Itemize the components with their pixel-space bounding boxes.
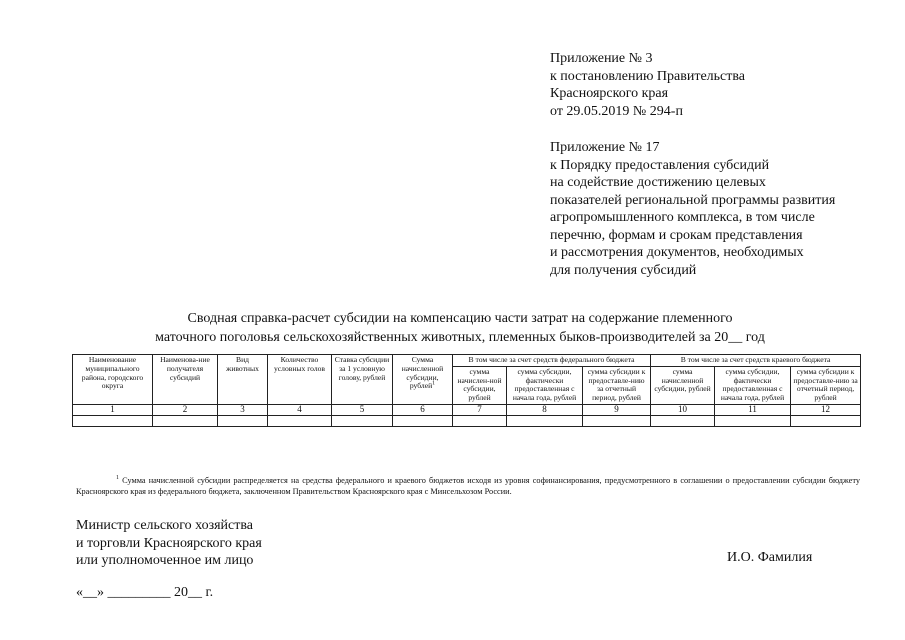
header-rate: Ставка субсидии за 1 условную голову, рублей	[332, 355, 393, 405]
appendix-17-line: агропромышленного комплекса, в том числе	[550, 210, 815, 225]
title-line: Сводная справка-расчет субсидии на компенсацию части затрат на содержание племенного	[187, 311, 733, 326]
appendix-17-header	[550, 139, 835, 279]
header-recipient: Наименова-ние получателя субсидий	[153, 355, 218, 405]
column-number: 5	[332, 404, 393, 415]
header-reg-due: сумма субсидии к предоставле-нию за отчетный период, рублей	[791, 366, 861, 404]
appendix-17-line: и рассмотрения документов, необходимых	[550, 245, 804, 260]
header-animal-type: Вид животных	[218, 355, 268, 405]
header-fed-accrued: сумма начислен-ной субсидии, рублей	[453, 366, 507, 404]
table-cell[interactable]	[453, 415, 507, 426]
table-cell[interactable]	[218, 415, 268, 426]
table-cell[interactable]	[583, 415, 651, 426]
footnote-mark: 1	[116, 475, 119, 482]
appendix-3-line: от 29.05.2019 № 294-п	[550, 103, 683, 119]
header-fed-due: сумма субсидии к предоставле-нию за отчетный период, рублей	[583, 366, 651, 404]
column-number: 9	[583, 404, 651, 415]
table-cell[interactable]	[73, 415, 153, 426]
signer-line: или уполномоченное им лицо	[76, 553, 254, 568]
table-cell[interactable]	[791, 415, 861, 426]
column-number: 1	[73, 404, 153, 415]
table-header-row	[73, 355, 861, 367]
table-cell[interactable]	[715, 415, 791, 426]
signer-block	[76, 517, 262, 570]
appendix-17-line: перечню, формам и срокам представления	[550, 227, 803, 243]
header-conditional-heads: Количество условных голов	[268, 355, 332, 405]
appendix-3-line: Красноярского края	[550, 86, 669, 101]
table-empty-row	[73, 415, 861, 426]
appendix-17-line: на содействие достижению целевых	[550, 175, 766, 190]
header-district: Наименование муниципального района, городского округа	[73, 355, 153, 405]
title-line: маточного поголовья сельскохозяйственных животных, племенных быков-производителей за 20__ год	[155, 329, 765, 345]
column-number: 4	[268, 404, 332, 415]
appendix-17-line: к Порядку предоставления субсидий	[550, 157, 770, 173]
appendix-17-line: для получения субсидий	[550, 262, 697, 278]
header-reg-provided: сумма субсидии, фактически предоставленная с начала года, рублей	[715, 366, 791, 404]
column-number: 6	[393, 404, 453, 415]
date-line: «__» _________ 20__ г.	[76, 585, 214, 600]
appendix-3-line: Приложение № 3	[550, 51, 653, 66]
appendix-3-line: к постановлению Правительства	[550, 68, 746, 84]
appendix-17-line: показателей региональной программы развития	[550, 192, 836, 208]
appendix-17-line: Приложение № 17	[550, 140, 660, 155]
footnote	[76, 475, 860, 497]
table-cell[interactable]	[651, 415, 715, 426]
header-fed-provided: сумма субсидии, фактически предоставленная с начала года, рублей	[507, 366, 583, 404]
column-number: 3	[218, 404, 268, 415]
signer-line: Министр сельского хозяйства	[76, 518, 253, 533]
footnote-ref: 1	[432, 380, 436, 387]
column-number: 2	[153, 404, 218, 415]
table-cell[interactable]	[268, 415, 332, 426]
header-reg-accrued: сумма начисленной субсидии, рублей	[651, 366, 715, 404]
subsidy-table	[72, 354, 861, 427]
signer-name: И.О. Фамилия	[727, 550, 813, 565]
column-number: 12	[791, 404, 861, 415]
header-regional-group: В том числе за счет средств краевого бюджета	[651, 355, 861, 367]
table-cell[interactable]	[507, 415, 583, 426]
header-accrued-total: Сумма начисленной субсидии, рублей$^1$	[393, 355, 453, 405]
column-number: 7	[453, 404, 507, 415]
table-cell[interactable]	[153, 415, 218, 426]
column-number: 11	[715, 404, 791, 415]
column-number: 10	[651, 404, 715, 415]
column-number-row	[73, 404, 861, 415]
column-number: 8	[507, 404, 583, 415]
footnote-text: Сумма начисленной субсидии распределяется на средства федерального и краевого бюджетов исходя из уровня софинансирования, предусмотренного в соглашении о предоставлении субсидии бюджету Красноярского края из федерального бюджета, заключенном Правительством Красноярского края с Минсельхозом России.	[76, 476, 861, 496]
appendix-3-header	[550, 50, 745, 120]
signer-line: и торговли Красноярского края	[76, 535, 262, 551]
header-federal-group: В том числе за счет средств федерального бюджета	[453, 355, 651, 367]
table-cell[interactable]	[393, 415, 453, 426]
table-cell[interactable]	[332, 415, 393, 426]
document-title	[60, 310, 860, 347]
